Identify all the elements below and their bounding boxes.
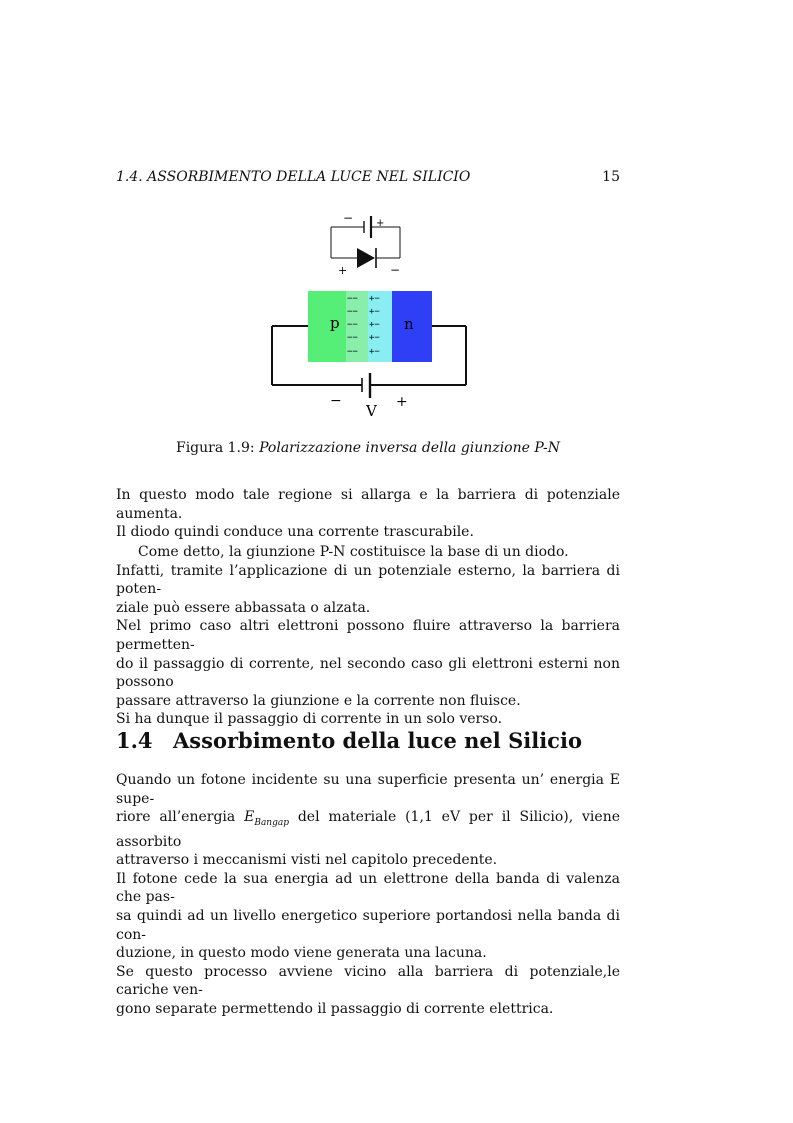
text-line: Il diodo quindi conduce una corrente trascurabile.	[116, 524, 474, 541]
text-line: do il passaggio di corrente, nel secondo caso gli elettroni esterni non possono	[116, 655, 620, 691]
n-label: n	[404, 315, 414, 333]
pn-junction-figure	[258, 208, 488, 428]
negative-charges: −−	[347, 333, 358, 343]
diode-triangle	[357, 248, 375, 268]
top-plus-label: +	[376, 218, 385, 229]
positive-charges: +−	[369, 320, 380, 330]
text-line: duzione, in questo modo viene generata una lacuna.	[116, 945, 487, 962]
text-fragment: riore all’energia	[116, 809, 245, 826]
text-line: sa quindi ad un livello energetico superiore portandosi nella banda di con-	[116, 907, 620, 943]
section-number: 1.4	[116, 728, 153, 753]
paragraph-2	[116, 543, 620, 729]
top-minus-label: −	[343, 211, 354, 225]
negative-charges: −−	[347, 347, 358, 357]
text-line: Quando un fotone incidente su una superficie presenta un’ energia E supe-	[116, 772, 620, 807]
positive-charges: +−	[369, 307, 380, 317]
section-heading	[116, 728, 620, 753]
bottom-plus-label: +	[396, 394, 408, 410]
figure-caption	[116, 440, 620, 456]
energy-symbol: E	[244, 809, 255, 826]
running-title: 1.4. ASSORBIMENTO DELLA LUCE NEL SILICIO	[116, 169, 471, 185]
text-line: ziale può essere abbassata o alzata.	[116, 599, 371, 616]
section-title: Assorbimento della luce nel Silicio	[173, 728, 582, 753]
paragraph-1	[116, 486, 620, 542]
caption-label: Figura 1.9:	[175, 440, 255, 456]
voltage-label: V	[366, 402, 377, 420]
diode-plus-label: +	[338, 264, 348, 277]
text-line: Infatti, tramite l’applicazione di un potenziale esterno, la barriera di poten-	[116, 562, 620, 598]
text-line: passare attraverso la giunzione e la corrente non fluisce.	[116, 692, 521, 709]
running-header	[116, 169, 620, 185]
text-line: Se questo processo avviene vicino alla barriera di potenziale,le cariche ven-	[116, 963, 620, 999]
text-line: Il fotone cede la sua energia ad un elettrone della banda di valenza che pas-	[116, 870, 620, 906]
text-line: attraverso i meccanismi visti nel capitolo precedente.	[116, 852, 498, 869]
negative-charges: −−	[347, 294, 358, 304]
paragraph-3	[116, 771, 620, 1019]
positive-charges: +−	[369, 347, 380, 357]
text-line: Si ha dunque il passaggio di corrente in un solo verso.	[116, 711, 503, 728]
caption-text: Polarizzazione inversa della giunzione P-N	[259, 440, 560, 456]
positive-charges: +−	[369, 294, 380, 304]
negative-charges: −−	[347, 307, 358, 317]
positive-charges: +−	[369, 333, 380, 343]
diode-minus-label: −	[390, 263, 401, 277]
bottom-minus-label: −	[330, 393, 342, 409]
text-line: Nel primo caso altri elettroni possono fluire attraverso la barriera permetten-	[116, 618, 620, 653]
text-line	[116, 808, 620, 851]
p-region	[308, 291, 346, 362]
text-line: Come detto, la giunzione P-N costituisce la base di un diodo.	[138, 544, 569, 560]
page-number: 15	[602, 169, 620, 185]
negative-charges: −−	[347, 320, 358, 330]
text-line: In questo modo tale regione si allarga e la barriera di potenziale aumenta.	[116, 487, 620, 522]
p-label: p	[330, 314, 340, 332]
text-fragment: del materiale (1,1 eV per il Silicio), viene assorbito	[116, 809, 620, 850]
energy-subscript: Bangap	[254, 817, 289, 828]
text-line: gono separate permettendo il passaggio di corrente elettrica.	[116, 1000, 554, 1017]
reverse-bias-diagram	[258, 208, 488, 428]
